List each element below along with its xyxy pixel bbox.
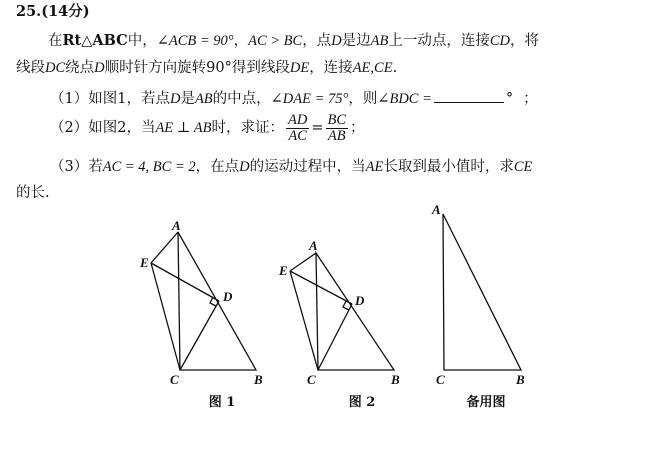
stem-segment: DE	[289, 60, 310, 76]
stem-text: .	[392, 60, 398, 76]
stem-segment: CD	[489, 33, 511, 49]
q1-text: 是	[180, 91, 195, 107]
label-c: C	[307, 372, 316, 387]
q1-text: （1）如图1，若点	[50, 91, 170, 107]
stem-segment: AE,CE	[352, 60, 393, 76]
stem-inequality: AC > BC	[248, 33, 303, 49]
segment-ce	[290, 271, 318, 370]
equals-sign: =	[311, 120, 324, 136]
q1-end: ；	[523, 91, 538, 107]
stem-text: ，点	[302, 33, 332, 49]
q3-text: 的运动过程中，当	[249, 159, 366, 175]
triangle-abc	[178, 232, 256, 370]
label-b: B	[391, 372, 400, 387]
q3-segment: CE	[513, 159, 533, 175]
q1-segment: AB	[194, 91, 213, 107]
q2-end: ；	[350, 120, 365, 136]
figure-3	[443, 214, 521, 370]
stem-text: ，	[233, 33, 249, 49]
label-a: A	[432, 202, 441, 217]
stem-segment: AB	[370, 33, 389, 49]
stem-point: D	[94, 60, 105, 76]
degree-sign: °	[505, 91, 514, 107]
figure-2-caption: 图 2	[348, 395, 376, 410]
q1-text: 的中点，	[212, 91, 271, 107]
stem-text: 绕点	[65, 60, 95, 76]
stem-text: 在	[48, 33, 63, 49]
q1-angle: ∠DAE = 75°	[270, 91, 349, 107]
label-a: A	[309, 238, 318, 253]
fraction-denominator: AB	[327, 127, 346, 144]
q2-condition: AE ⊥ AB	[155, 120, 212, 136]
stem-angle: ∠ACB = 90°	[156, 33, 234, 49]
problem-points: (14分)	[41, 3, 90, 20]
label-e: E	[279, 263, 288, 278]
label-d: D	[223, 289, 233, 304]
fraction-denominator: AC	[288, 127, 307, 144]
segment-ae	[290, 253, 316, 271]
figure-3-caption: 备用图	[466, 395, 506, 410]
stem-text: 顺时针方向旋转90°得到线段	[104, 60, 290, 76]
q3-given: AC = 4, BC = 2	[102, 159, 196, 175]
stem-text: 上一动点，连接	[388, 33, 490, 49]
figure-2	[290, 253, 394, 370]
stem-segment: DC	[45, 60, 66, 76]
segment-de	[290, 271, 352, 304]
stem-text: ，连接	[309, 60, 353, 76]
label-e: E	[140, 255, 149, 270]
label-b: B	[254, 372, 263, 387]
stem-triangle: Rt△ABC	[62, 32, 128, 49]
q3-point: D	[239, 159, 250, 175]
q1-point: D	[169, 91, 181, 107]
label-d: D	[355, 293, 365, 308]
label-b: B	[516, 372, 525, 387]
label-c: C	[170, 372, 179, 387]
segment-de	[151, 263, 219, 301]
q2-text: 时，求证：	[211, 120, 285, 136]
stem-text: 是边	[341, 33, 371, 49]
q2-text: （2）如图2，当	[50, 120, 156, 136]
q3-text: （3）若	[50, 159, 103, 175]
segment-ae	[151, 232, 178, 263]
q3-text: 的长.	[16, 185, 50, 201]
q1-angle-bdc: ∠BDC =	[377, 91, 432, 107]
q3-text: ，在点	[195, 159, 240, 175]
stem-text: 中，	[127, 33, 157, 49]
triangle-abc	[443, 214, 521, 370]
figure-1-caption: 图 1	[208, 395, 236, 410]
segment-cd	[180, 301, 219, 370]
segment-cd	[318, 304, 352, 370]
q3-segment: AE	[365, 159, 384, 175]
fraction-numerator: AD	[288, 111, 308, 128]
figure-1	[151, 232, 256, 370]
fraction-numerator: BC	[327, 111, 347, 128]
q1-text: ，则	[348, 91, 378, 107]
problem-number: 25.	[16, 3, 42, 20]
label-a: A	[172, 218, 181, 233]
q3-text: 长取到最小值时，求	[383, 159, 514, 175]
segment-ce	[151, 263, 180, 370]
stem-text: 线段	[16, 60, 45, 76]
label-c: C	[436, 372, 445, 387]
stem-point: D	[331, 33, 342, 49]
stem-text: ，将	[510, 33, 540, 49]
